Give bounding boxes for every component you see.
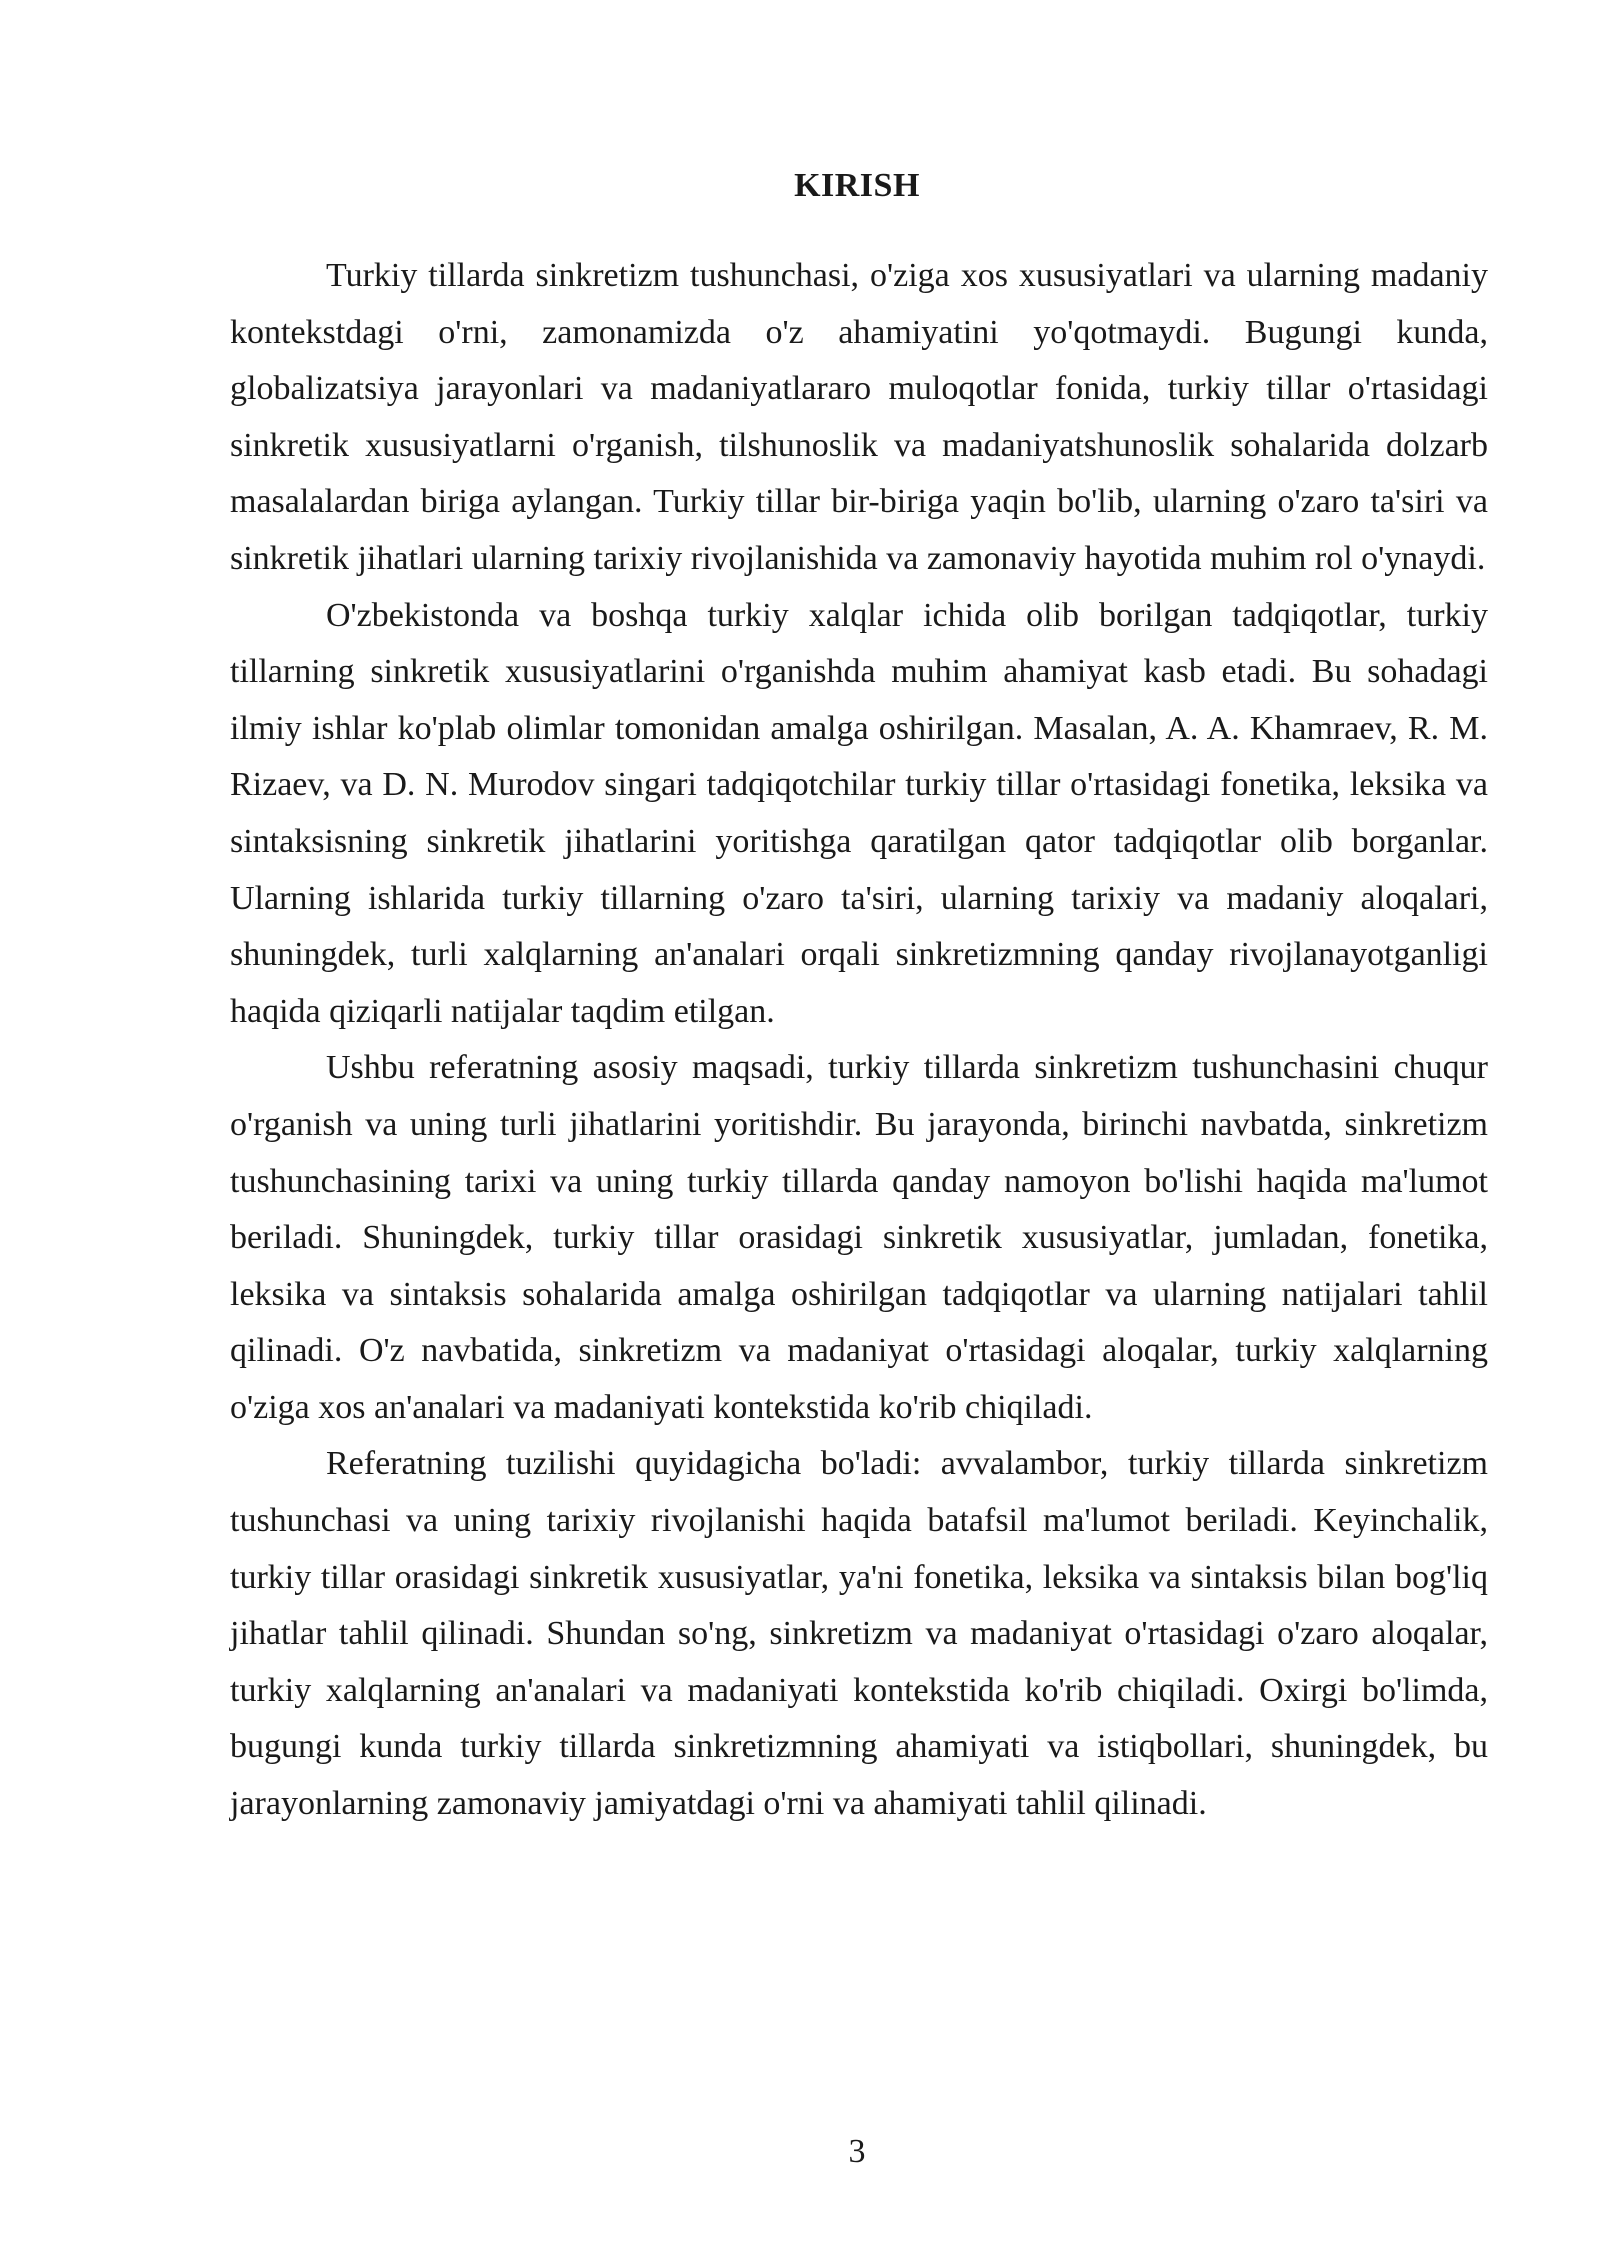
- paragraph-3: Ushbu referatning asosiy maqsadi, turkiy tillarda sinkretizm tushunchasini chuqur o'rganish va uning turli jihatlarini yoritishdir. Bu jarayonda, birinchi navbatda, sinkretizm tushunchasining tarixi va uning turkiy tillarda qanday namoyon bo'lishi haqida ma'lumot beriladi. Shuningdek, turkiy tillar orasidagi sinkretik xususiyatlar, jumladan, fonetika, leksika va sintaksis sohalarida amalga oshirilgan tadqiqotlar va ularning natijalari tahlil qilinadi. O'z navbatida, sinkretizm va madaniyat o'rtasidagi aloqalar, turkiy xalqlarning o'ziga xos an'analari va madaniyati kontekstida ko'rib chiqiladi.: [230, 1049, 1488, 1426]
- paragraph-1: Turkiy tillarda sinkretizm tushunchasi, o'ziga xos xususiyatlari va ularning madaniy kontekstdagi o'rni, zamonamizda o'z ahamiyatini yo'qotmaydi. Bugungi kunda, globalizatsiya jarayonlari va madaniyatlararo muloqotlar fonida, turkiy tillar o'rtasidagi sinkretik xususiyatlarni o'rganish, tilshunoslik va madaniyatshunoslik sohalarida dolzarb masalalardan biriga aylangan. Turkiy tillar bir-biriga yaqin bo'lib, ularning o'zaro ta'siri va sinkretik jihatlari ularning tarixiy rivojlanishida va zamonaviy hayotida muhim rol o'ynaydi.: [230, 257, 1488, 577]
- page-number: 3: [848, 2133, 866, 2170]
- body-text: [230, 248, 1488, 1833]
- section-title: KIRISH: [794, 167, 920, 204]
- paragraph-2: O'zbekistonda va boshqa turkiy xalqlar ichida olib borilgan tadqiqotlar, turkiy tillarning sinkretik xususiyatlarini o'rganishda muhim ahamiyat kasb etadi. Bu sohadagi ilmiy ishlar ko'plab olimlar tomonidan amalga oshirilgan. Masalan, A. A. Khamraev, R. M. Rizaev, va D. N. Murodov singari tadqiqotchilar turkiy tillar o'rtasidagi fonetika, leksika va sintaksisning sinkretik jihatlarini yoritishga qaratilgan qator tadqiqotlar olib borganlar. Ularning ishlarida turkiy tillarning o'zaro ta'siri, ularning tarixiy va madaniy aloqalari, shuningdek, turli xalqlarning an'analari orqali sinkretizmning qanday rivojlanayotganligi haqida qiziqarli natijalar taqdim etilgan.: [230, 596, 1488, 1030]
- paragraph-4: Referatning tuzilishi quyidagicha bo'ladi: avvalambor, turkiy tillarda sinkretizm tushunchasi va uning tarixiy rivojlanishi haqida batafsil ma'lumot beriladi. Keyinchalik, turkiy tillar orasidagi sinkretik xususiyatlar, ya'ni fonetika, leksika va sintaksis bilan bog'liq jihatlar tahlil qilinadi. Shundan so'ng, sinkretizm va madaniyat o'rtasidagi o'zaro aloqalar, turkiy xalqlarning an'analari va madaniyati kontekstida ko'rib chiqiladi. Oxirgi bo'limda, bugungi kunda turkiy tillarda sinkretizmning ahamiyati va istiqbollari, shuningdek, bu jarayonlarning zamonaviy jamiyatdagi o'rni va ahamiyati tahlil qilinadi.: [230, 1445, 1488, 1823]
